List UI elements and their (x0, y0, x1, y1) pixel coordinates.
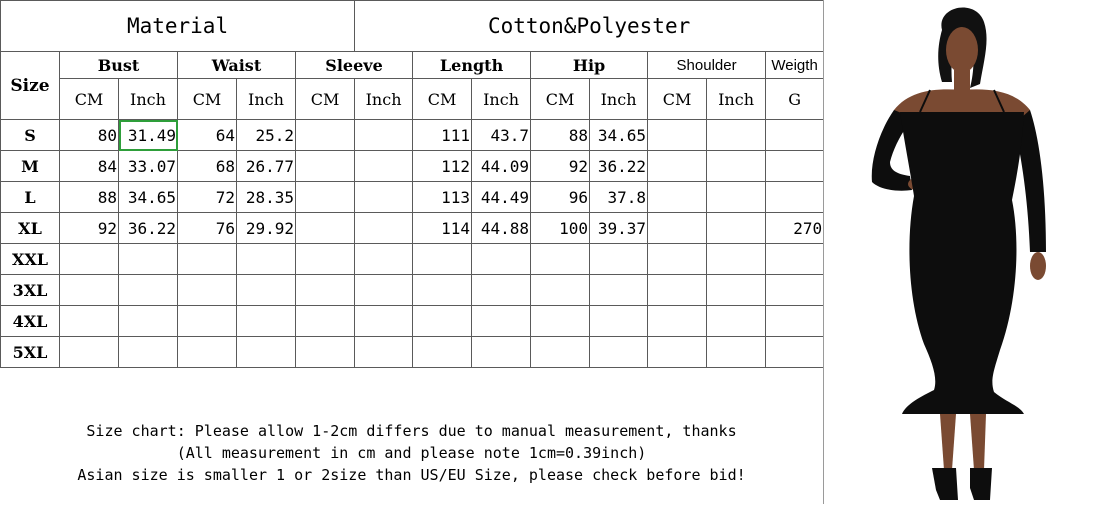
table-cell[interactable] (119, 337, 178, 368)
table-cell[interactable] (531, 306, 590, 337)
table-cell[interactable] (60, 337, 119, 368)
table-row (1, 337, 824, 368)
table-cell[interactable] (355, 275, 413, 306)
table-cell[interactable] (355, 337, 413, 368)
table-cell[interactable]: 34.65 (590, 120, 648, 151)
table-cell[interactable] (648, 182, 707, 213)
table-cell[interactable] (355, 244, 413, 275)
table-cell[interactable] (237, 337, 296, 368)
table-cell[interactable]: 44.88 (472, 213, 531, 244)
group-header-sleeve: Sleeve (296, 52, 413, 79)
table-row (1, 213, 824, 244)
table-cell[interactable] (60, 275, 119, 306)
table-cell[interactable] (707, 182, 766, 213)
table-cell[interactable] (296, 275, 355, 306)
table-cell[interactable] (119, 306, 178, 337)
table-cell[interactable] (296, 306, 355, 337)
table-cell[interactable] (413, 275, 472, 306)
table-cell[interactable] (648, 213, 707, 244)
unit-header: CM (178, 79, 237, 120)
table-cell[interactable] (531, 337, 590, 368)
model-photo-illustration (824, 0, 1100, 504)
table-cell[interactable] (296, 151, 355, 182)
table-cell[interactable]: 76 (178, 213, 237, 244)
table-cell[interactable] (472, 244, 531, 275)
table-cell[interactable] (531, 244, 590, 275)
table-cell[interactable] (707, 244, 766, 275)
table-cell[interactable]: 100 (531, 213, 590, 244)
size-label: XL (1, 213, 60, 244)
table-cell[interactable]: 88 (531, 120, 590, 151)
table-cell[interactable] (472, 337, 531, 368)
table-cell[interactable] (119, 275, 178, 306)
material-value: Cotton&Polyester (355, 1, 824, 52)
table-cell[interactable] (178, 337, 237, 368)
unit-header: CM (648, 79, 707, 120)
table-row (1, 306, 824, 337)
table-cell[interactable] (766, 275, 824, 306)
table-row (1, 244, 824, 275)
note-line-3: Asian size is smaller 1 or 2size than US/EU Size, please check before bid! (77, 466, 746, 484)
table-cell[interactable]: 270 (766, 213, 824, 244)
table-cell[interactable]: 113 (413, 182, 472, 213)
unit-header: CM (531, 79, 590, 120)
table-cell[interactable] (766, 244, 824, 275)
selected-cell[interactable]: 31.49 (119, 120, 178, 151)
table-cell[interactable] (472, 275, 531, 306)
table-cell[interactable]: 92 (60, 213, 119, 244)
table-cell[interactable] (766, 337, 824, 368)
unit-header: Inch (590, 79, 648, 120)
unit-header: Inch (237, 79, 296, 120)
table-cell[interactable] (531, 275, 590, 306)
table-cell[interactable]: 39.37 (590, 213, 648, 244)
table-cell[interactable]: 96 (531, 182, 590, 213)
table-cell[interactable]: 28.35 (237, 182, 296, 213)
table-cell[interactable] (707, 275, 766, 306)
group-header-shoulder: Shoulder (648, 52, 766, 79)
group-header-waist: Waist (178, 52, 296, 79)
table-cell[interactable]: 88 (60, 182, 119, 213)
table-cell[interactable] (237, 275, 296, 306)
table-cell[interactable] (119, 244, 178, 275)
table-cell[interactable] (296, 120, 355, 151)
table-cell[interactable] (178, 244, 237, 275)
size-label: S (1, 120, 60, 151)
group-header-length: Length (413, 52, 531, 79)
table-cell[interactable]: 44.49 (472, 182, 531, 213)
table-cell[interactable] (178, 275, 237, 306)
table-cell[interactable] (590, 306, 648, 337)
size-label: L (1, 182, 60, 213)
table-cell[interactable] (296, 244, 355, 275)
table-cell[interactable]: 114 (413, 213, 472, 244)
size-label: 3XL (1, 275, 60, 306)
unit-header: G (766, 79, 824, 120)
table-cell[interactable]: 36.22 (590, 151, 648, 182)
table-cell[interactable] (355, 120, 413, 151)
material-label: Material (1, 1, 355, 52)
table-cell[interactable] (648, 275, 707, 306)
unit-header: CM (60, 79, 119, 120)
unit-header-row (1, 79, 824, 120)
table-cell[interactable]: 25.2 (237, 120, 296, 151)
table-cell[interactable] (237, 306, 296, 337)
table-cell[interactable] (766, 151, 824, 182)
table-cell[interactable]: 80 (60, 120, 119, 151)
unit-header: Inch (472, 79, 531, 120)
table-cell[interactable]: 29.92 (237, 213, 296, 244)
size-column-header: Size (1, 52, 60, 120)
table-cell[interactable] (355, 213, 413, 244)
table-cell[interactable] (413, 337, 472, 368)
unit-header: CM (413, 79, 472, 120)
table-cell[interactable] (355, 306, 413, 337)
table-cell[interactable] (707, 306, 766, 337)
table-cell[interactable]: 92 (531, 151, 590, 182)
table-cell[interactable] (648, 337, 707, 368)
table-cell[interactable] (648, 151, 707, 182)
table-cell[interactable]: 43.7 (472, 120, 531, 151)
group-header-bust: Bust (60, 52, 178, 79)
unit-header: Inch (355, 79, 413, 120)
table-cell[interactable] (355, 151, 413, 182)
unit-header: Inch (119, 79, 178, 120)
note-line-2: (All measurement in cm and please note 1cm=0.39inch) (176, 444, 647, 462)
table-cell[interactable]: 72 (178, 182, 237, 213)
table-cell[interactable] (766, 182, 824, 213)
table-cell[interactable] (237, 244, 296, 275)
unit-header: CM (296, 79, 355, 120)
table-cell[interactable]: 84 (60, 151, 119, 182)
table-cell[interactable] (648, 306, 707, 337)
table-cell[interactable] (60, 244, 119, 275)
size-note (0, 420, 823, 486)
table-cell[interactable] (355, 182, 413, 213)
table-cell[interactable]: 33.07 (119, 151, 178, 182)
table-cell[interactable]: 36.22 (119, 213, 178, 244)
table-cell[interactable] (707, 213, 766, 244)
table-cell[interactable] (472, 306, 531, 337)
table-row (1, 182, 824, 213)
table-cell[interactable] (296, 182, 355, 213)
table-cell[interactable] (648, 244, 707, 275)
size-label: XXL (1, 244, 60, 275)
product-photo (824, 0, 1100, 504)
table-cell[interactable] (60, 306, 119, 337)
table-cell[interactable]: 64 (178, 120, 237, 151)
table-cell[interactable] (296, 213, 355, 244)
group-header-row (1, 52, 824, 79)
table-cell[interactable]: 111 (413, 120, 472, 151)
table-cell[interactable]: 37.8 (590, 182, 648, 213)
table-cell[interactable] (413, 306, 472, 337)
size-label: 5XL (1, 337, 60, 368)
table-row (1, 120, 824, 151)
table-cell[interactable] (707, 120, 766, 151)
table-cell[interactable] (413, 244, 472, 275)
table-cell[interactable] (707, 337, 766, 368)
table-cell[interactable]: 26.77 (237, 151, 296, 182)
table-cell[interactable] (590, 275, 648, 306)
table-cell[interactable] (707, 151, 766, 182)
group-header-hip: Hip (531, 52, 648, 79)
table-cell[interactable] (590, 244, 648, 275)
group-header-weight: Weigth (766, 52, 824, 79)
table-cell[interactable]: 34.65 (119, 182, 178, 213)
table-row (1, 275, 824, 306)
table-cell[interactable] (766, 120, 824, 151)
table-row (1, 151, 824, 182)
table-cell[interactable] (178, 306, 237, 337)
size-label: 4XL (1, 306, 60, 337)
table-cell[interactable]: 44.09 (472, 151, 531, 182)
note-line-1: Size chart: Please allow 1-2cm differs due to manual measurement, thanks (86, 422, 737, 440)
table-cell[interactable]: 112 (413, 151, 472, 182)
material-row (1, 1, 824, 52)
table-cell[interactable]: 68 (178, 151, 237, 182)
size-label: M (1, 151, 60, 182)
table-cell[interactable] (766, 306, 824, 337)
table-cell[interactable] (590, 337, 648, 368)
table-cell[interactable] (296, 337, 355, 368)
table-cell[interactable] (648, 120, 707, 151)
unit-header: Inch (707, 79, 766, 120)
